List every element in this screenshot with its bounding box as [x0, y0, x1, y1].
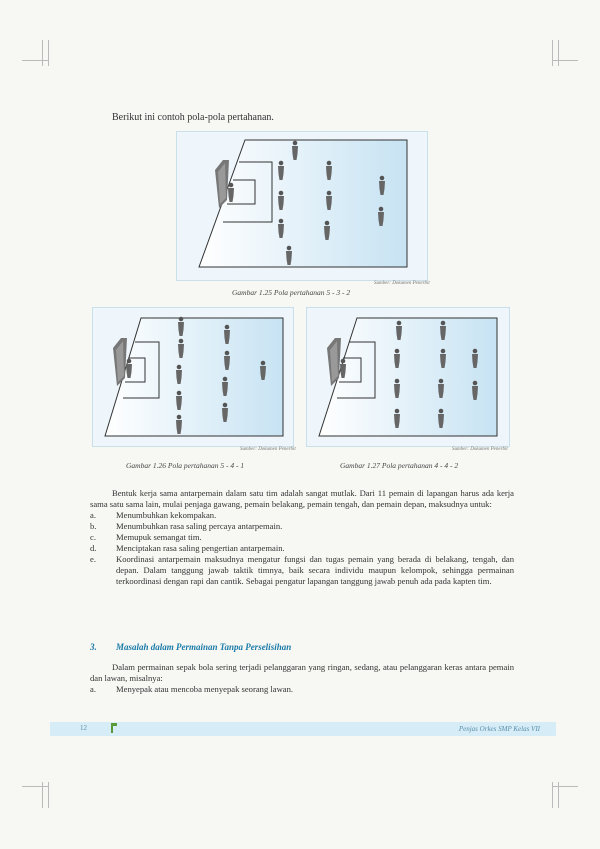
crop-mark-bottom-right — [548, 778, 578, 808]
violation-list — [90, 684, 514, 695]
list-marker: d. — [90, 543, 97, 553]
paragraph: Dalam permainan sepak bola sering terjadi pelanggaran yang ringan, sedang, atau pelanggaran keras antara pemain dan lawan, misalnya: — [90, 662, 514, 683]
list-item — [90, 554, 514, 587]
figure-defense-442 — [306, 307, 510, 447]
list-text: Koordinasi antarpemain maksudnya mengatur fungsi dan tugas pemain yang berada di belakang, tengah, dan depan. Dalam tanggung jawab taktik timnya, baik secara individu maupun kelompok, sehingga permainan terkoordinasi dengan rapi dan cantik. Sebagai pengatur lapangan tanggung jawab penuh ada pada kapten tim. — [116, 554, 514, 586]
page-footer — [50, 722, 556, 736]
list-marker: b. — [90, 521, 97, 531]
list-marker: a. — [90, 684, 96, 694]
body-section-1 — [90, 488, 514, 587]
list-text: Menciptakan rasa saling pengertian antarpemain. — [116, 543, 285, 553]
crop-mark-bottom-left — [22, 778, 52, 808]
list-marker: a. — [90, 510, 96, 520]
section-title: Masalah dalam Permainan Tanpa Perselisihan — [116, 642, 292, 652]
list-item — [90, 532, 514, 543]
crop-mark-top-right — [548, 40, 578, 70]
figure-source: Sumber: Dokumen Penerbit — [374, 281, 430, 286]
paragraph: Bentuk kerja sama antarpemain dalam satu tim adalah sangat mutlak. Dari 11 pemain di lapangan harus ada kerja sama satu sama lain, mulai penjaga gawang, pemain belakang, pemain tengah, dan pemain depan, maksudnya untuk: — [90, 488, 514, 509]
body-section-2 — [90, 662, 514, 695]
list-text: Menumbuhkan kekompakan. — [116, 510, 217, 520]
list-text: Menyepak atau mencoba menyepak seorang lawan. — [116, 684, 294, 694]
list-item — [90, 510, 514, 521]
section-heading — [90, 642, 291, 652]
figure-defense-541 — [92, 307, 294, 447]
list-text: Memupuk semangat tim. — [116, 532, 202, 542]
figure-caption: Gambar 1.27 Pola pertahanan 4 - 4 - 2 — [340, 461, 459, 470]
intro-text: Berikut ini contoh pola-pola pertahanan. — [112, 112, 274, 123]
list-marker: c. — [90, 532, 96, 542]
list-text: Menumbuhkan rasa saling percaya antarpemain. — [116, 521, 283, 531]
figure-source: Sumber: Dokumen Penerbit — [240, 447, 296, 452]
field-diagram-541 — [93, 308, 293, 446]
crop-mark-top-left — [22, 40, 52, 70]
list-item — [90, 684, 514, 695]
figure-caption: Gambar 1.26 Pola pertahanan 5 - 4 - 1 — [126, 461, 245, 470]
field-diagram-532 — [177, 132, 427, 280]
list-marker: e. — [90, 554, 96, 564]
field-diagram-442 — [307, 308, 509, 446]
figure-caption: Gambar 1.25 Pola pertahanan 5 - 3 - 2 — [232, 288, 351, 297]
figure-defense-532 — [176, 131, 428, 281]
book-logo-icon — [110, 722, 118, 734]
page-number: 12 — [80, 724, 87, 732]
section-number: 3. — [90, 642, 97, 652]
list-item — [90, 521, 514, 532]
figure-source: Sumber: Dokumen Penerbit — [452, 447, 508, 452]
book-title: Penjas Orkes SMP Kelas VII — [458, 725, 540, 733]
list-item — [90, 543, 514, 554]
purpose-list — [90, 510, 514, 587]
